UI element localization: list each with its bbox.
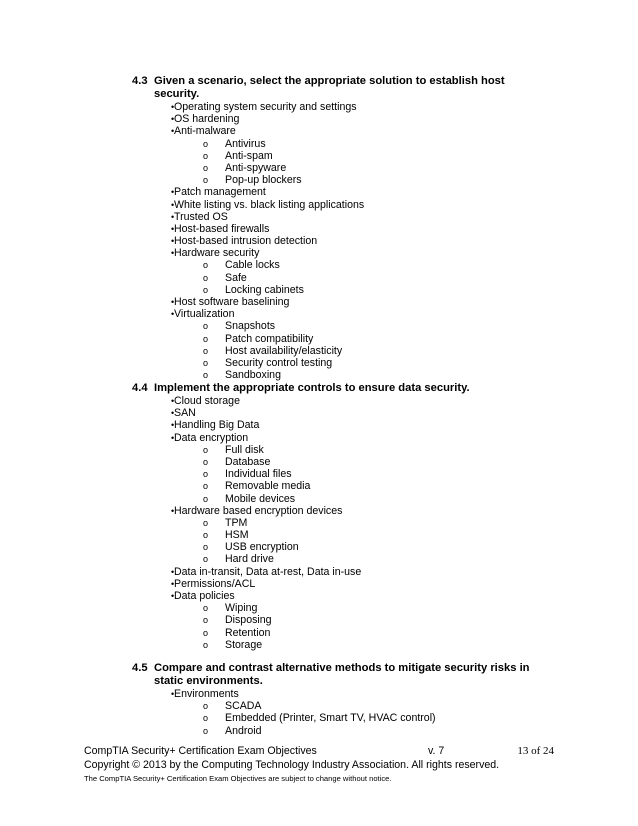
sub-list-item-text: Mobile devices [225,492,296,505]
sub-list-item [132,138,552,150]
sub-list-item-text: Database [225,455,271,468]
sub-list-item-text: SCADA [225,700,262,713]
sub-list-item-text: Individual files [225,468,292,481]
sub-list-item-text: Removable media [225,480,311,493]
list-item-text: Environments [174,688,239,700]
bullet-icon: • [171,309,175,320]
bullet-icon: • [171,126,175,137]
list-item-text: Patch management [174,186,266,199]
section-number: 4.5 [132,662,148,674]
circle-bullet-icon: o [203,639,209,650]
list-item [132,211,552,223]
sub-list-item-text: Sandboxing [225,369,281,382]
list-item-text: Hardware security [174,247,260,260]
list-item-text: Data encryption [174,431,249,444]
list-item [132,247,552,259]
sub-list-item-text: HSM [225,529,249,542]
list-item-text: SAN [174,407,196,420]
sub-list-item [132,150,552,162]
circle-bullet-icon: o [203,725,209,736]
section-heading [132,662,552,688]
circle-bullet-icon: o [203,138,209,149]
list-item [132,578,552,590]
sub-list-item-text: Patch compatibility [225,332,314,345]
sub-list-item-text: Storage [225,638,263,651]
circle-bullet-icon: o [203,456,209,467]
circle-bullet-icon: o [203,517,209,528]
sub-list-item [132,174,552,186]
sub-list-item [132,333,552,345]
bullet-icon: • [171,236,175,247]
sub-list-item [132,480,552,492]
page-footer [84,745,554,784]
circle-bullet-icon: o [203,260,209,271]
circle-bullet-icon: o [203,333,209,344]
circle-bullet-icon: o [203,603,209,614]
circle-bullet-icon: o [203,615,209,626]
bullet-icon: • [171,187,175,198]
circle-bullet-icon: o [203,321,209,332]
section-title: Implement the appropriate controls to ensure data security. [154,382,470,394]
list-item [132,566,552,578]
list-item-text: Trusted OS [174,210,228,223]
circle-bullet-icon: o [203,493,209,504]
list-item [132,432,552,444]
circle-bullet-icon: o [203,272,209,283]
section-title: Given a scenario, select the appropriate solution to establish host security. [154,75,505,100]
sub-list-item [132,272,552,284]
sub-list-item [132,602,552,614]
list-item-text: Operating system security and settings [174,101,357,113]
circle-bullet-icon: o [203,701,209,712]
sub-list-item [132,284,552,296]
list-item [132,419,552,431]
footer-line [84,745,554,758]
circle-bullet-icon: o [203,481,209,492]
list-item [132,395,552,407]
sub-list-item-text: Android [225,724,262,737]
sub-list-item-text: Security control testing [225,356,333,369]
bullet-icon: • [171,566,175,577]
list-item-text: Hardware based encryption devices [174,504,343,517]
list-item-text: OS hardening [174,113,240,126]
circle-bullet-icon: o [203,530,209,541]
circle-bullet-icon: o [203,357,209,368]
circle-bullet-icon: o [203,554,209,565]
section-heading [132,75,552,101]
sub-list-item-text: Anti-spam [225,149,273,162]
bullet-icon: • [171,396,175,406]
sub-list-item [132,357,552,369]
circle-bullet-icon: o [203,162,209,173]
sub-list-item-text: Retention [225,626,271,639]
list-item [132,101,552,113]
list-item [132,199,552,211]
sub-list-item-text: USB encryption [225,541,299,554]
sub-list-item [132,712,552,724]
footer-version: v. 7 [428,745,445,757]
list-item-text: Host software baselining [174,296,290,308]
sub-list-item-text: Locking cabinets [225,283,304,296]
bullet-icon: • [171,408,175,419]
list-item-text: Data in-transit, Data at-rest, Data in-use [174,565,362,578]
bullet-icon: • [171,432,175,443]
list-item [132,113,552,125]
sub-list-item [132,517,552,529]
section-4-5 [132,662,552,737]
bullet-icon: • [171,199,175,210]
footer-copyright: Copyright © 2013 by the Computing Technology Industry Association. All rights reserved. [84,759,500,771]
sub-list-item-text: Anti-spyware [225,161,287,174]
list-item-text: Permissions/ACL [174,577,256,590]
bullet-icon: • [171,420,175,431]
list-item [132,590,552,602]
circle-bullet-icon: o [203,713,209,724]
section-title: Compare and contrast alternative methods to mitigate security risks in static environments. [154,662,530,687]
sub-list-item [132,493,552,505]
bullet-icon: • [171,223,175,234]
sub-list-item [132,468,552,480]
bullet-icon: • [171,114,175,125]
list-item [132,688,552,700]
sub-list-item [132,320,552,332]
sub-list-item [132,725,552,737]
section-number: 4.4 [132,382,148,394]
sub-list-item [132,627,552,639]
section-4-3 [132,75,552,381]
circle-bullet-icon: o [203,175,209,186]
bullet-icon: • [171,248,175,259]
list-item-text: White listing vs. black listing applications [174,198,365,211]
section-number: 4.3 [132,75,148,87]
sub-list-item [132,162,552,174]
sub-list-item-text: Pop-up blockers [225,174,302,187]
objective-list [132,395,552,651]
sub-list-item [132,639,552,651]
bullet-icon: • [171,689,175,699]
sub-list-item-text: Host availability/elasticity [225,344,343,357]
list-item [132,235,552,247]
circle-bullet-icon: o [203,627,209,638]
footer-title: CompTIA Security+ Certification Exam Objectives [84,745,317,757]
sub-list-item-text: Safe [225,271,247,284]
objective-list [132,688,552,737]
footer-notice: The CompTIA Security+ Certification Exam Objectives are subject to change without notice. [84,774,392,783]
list-item [132,223,552,235]
list-item-text: Handling Big Data [174,419,260,432]
circle-bullet-icon: o [203,469,209,480]
circle-bullet-icon: o [203,444,209,455]
sub-list-item [132,456,552,468]
list-item [132,308,552,320]
sub-list-item [132,529,552,541]
sub-list-item [132,541,552,553]
bullet-icon: • [171,102,175,112]
sub-list-item [132,444,552,456]
list-item [132,407,552,419]
list-item-text: Host-based intrusion detection [174,235,318,248]
sub-list-item-text: Antivirus [225,137,266,150]
footer-page-number: 13 of 24 [517,745,554,757]
list-item-text: Virtualization [174,308,235,321]
sub-list-item-text: Embedded (Printer, Smart TV, HVAC control) [225,712,436,725]
list-item [132,125,552,137]
bullet-icon: • [171,578,175,589]
bullet-icon: • [171,591,175,601]
circle-bullet-icon: o [203,345,209,356]
list-item [132,505,552,517]
list-item [132,296,552,308]
sub-list-item-text: Hard drive [225,553,274,566]
sub-list-item-text: Snapshots [225,320,276,333]
sub-list-item [132,259,552,271]
circle-bullet-icon: o [203,284,209,295]
section-4-4 [132,382,552,651]
list-item-text: Anti-malware [174,125,236,138]
sub-list-item [132,345,552,357]
circle-bullet-icon: o [203,150,209,161]
circle-bullet-icon: o [203,542,209,553]
sub-list-item [132,369,552,381]
sub-list-item [132,553,552,565]
list-item-text: Host-based firewalls [174,222,270,235]
sub-list-item-text: Cable locks [225,259,280,272]
sub-list-item [132,614,552,626]
sub-list-item-text: Wiping [225,602,258,615]
sub-list-item [132,700,552,712]
objective-list [132,101,552,381]
list-item-text: Data policies [174,590,235,602]
bullet-icon: • [171,211,175,222]
section-heading [132,382,552,395]
list-item [132,186,552,198]
list-item-text: Cloud storage [174,395,240,407]
bullet-icon: • [171,505,175,516]
bullet-icon: • [171,297,175,307]
sub-list-item-text: Full disk [225,443,264,456]
sub-list-item-text: TPM [225,516,248,529]
sub-list-item-text: Disposing [225,614,272,627]
circle-bullet-icon: o [203,370,209,381]
